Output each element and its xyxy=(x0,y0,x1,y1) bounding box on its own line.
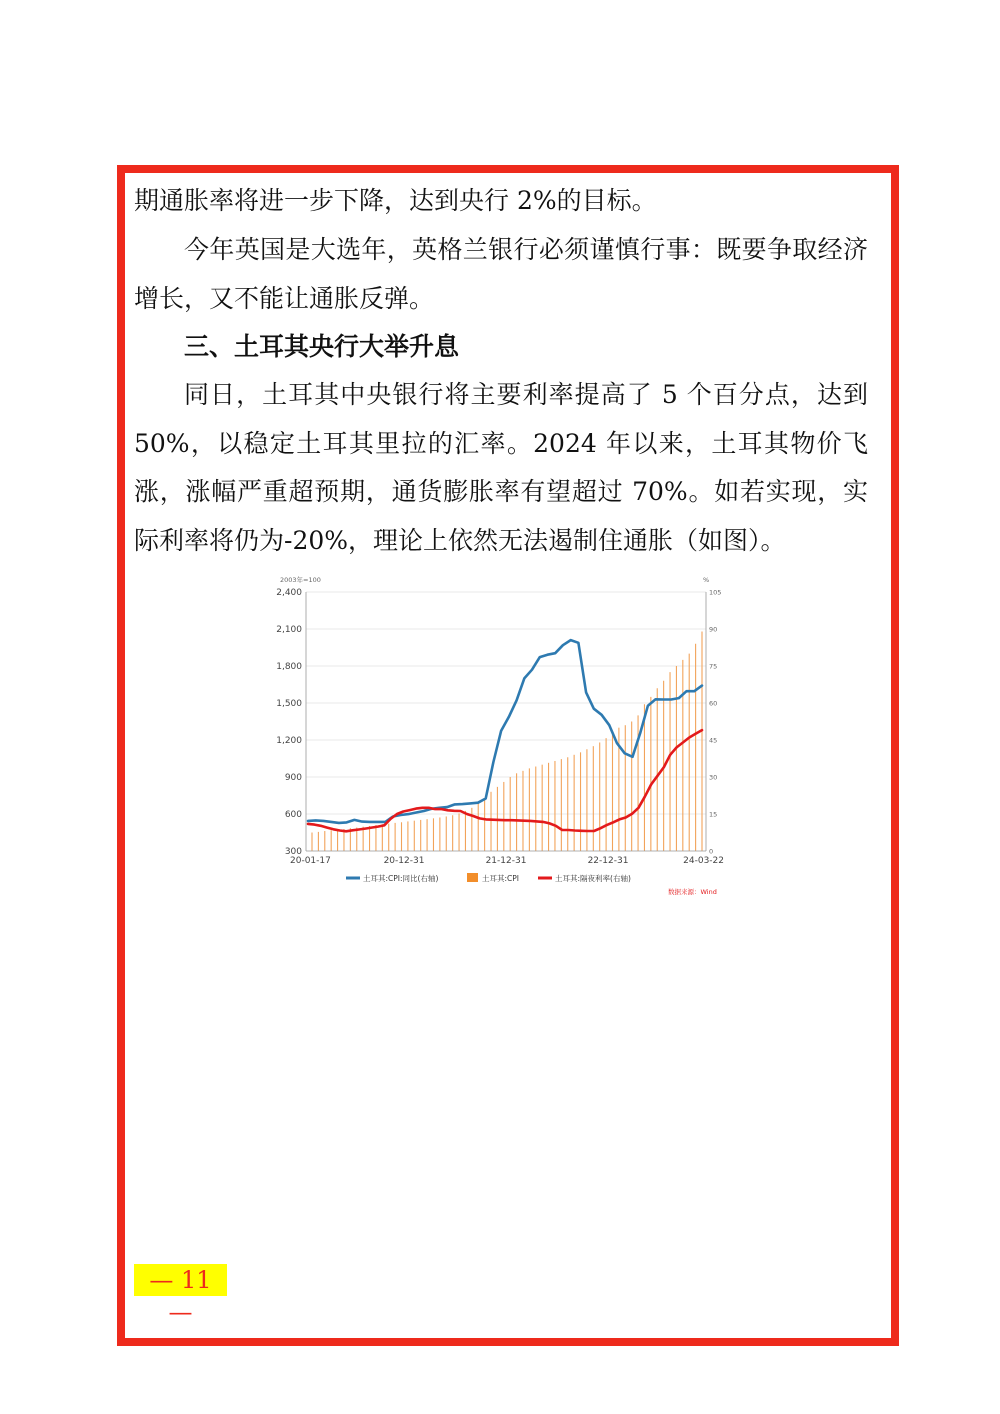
legend-label-cpi-yoy: 土耳其:CPI:同比(右轴) xyxy=(363,874,439,883)
left-axis-unit: 2003年=100 xyxy=(280,576,321,584)
legend-label-cpi: 土耳其:CPI xyxy=(482,874,519,883)
left-tick-label: 900 xyxy=(284,773,302,783)
left-tick-label: 1,800 xyxy=(276,662,302,672)
left-tick-label: 1,500 xyxy=(276,699,302,709)
x-tick-label: 21-12-31 xyxy=(485,856,527,866)
page-number: — 11 — xyxy=(134,1264,227,1296)
x-tick-label: 20-01-17 xyxy=(290,856,331,866)
right-tick-label: 15 xyxy=(709,810,718,819)
legend-swatch-cpi xyxy=(467,873,478,882)
paragraph-2: 今年英国是大选年，英格兰银行必须谨慎行事：既要争取经济增长，又不能让通胀反弹。 xyxy=(134,235,868,313)
overnight-rate-line xyxy=(308,730,702,831)
left-tick-label: 1,200 xyxy=(276,736,302,746)
cpi-bars xyxy=(312,631,702,851)
paragraph-3: 同日，土耳其中央银行将主要利率提高了 5 个百分点，达到 50%，以稳定土耳其里拉的汇率。2024 年以来，土耳其物价飞涨，涨幅严重超预期，通货膨胀率有望超过 70%。如若实现，实际利率将仍为-20%，理论上依然无法遏制住通胀（如图）。 xyxy=(134,380,868,555)
right-axis-unit: % xyxy=(703,576,710,584)
left-tick-label: 2,400 xyxy=(276,588,302,598)
cpi-yoy-line xyxy=(308,640,702,823)
right-tick-label: 0 xyxy=(709,847,714,856)
chart-legend xyxy=(346,873,631,883)
right-tick-label: 75 xyxy=(709,662,718,671)
data-source: 数据来源：Wind xyxy=(668,888,717,896)
section-heading: 三、土耳其央行大举升息 xyxy=(184,332,460,361)
chart-grid xyxy=(306,592,706,814)
chart-svg xyxy=(270,572,730,898)
left-tick-label: 300 xyxy=(284,847,302,857)
left-tick-label: 600 xyxy=(284,810,302,820)
paragraph-1: 期通胀率将进一步下降，达到央行 2%的目标。 xyxy=(134,186,657,215)
x-tick-label: 24-03-22 xyxy=(683,856,724,866)
right-tick-label: 90 xyxy=(709,625,718,634)
left-tick-label: 2,100 xyxy=(276,625,302,635)
right-tick-label: 45 xyxy=(709,736,718,745)
x-tick-label: 22-12-31 xyxy=(587,856,629,866)
chart-lines xyxy=(308,640,702,831)
x-tick-label: 20-12-31 xyxy=(383,856,425,866)
turkey-cpi-chart xyxy=(270,572,730,898)
legend-label-overnight: 土耳其:隔夜利率(右轴) xyxy=(555,874,631,883)
right-tick-label: 105 xyxy=(709,588,722,597)
right-tick-label: 30 xyxy=(709,773,718,782)
right-tick-label: 60 xyxy=(709,699,718,708)
